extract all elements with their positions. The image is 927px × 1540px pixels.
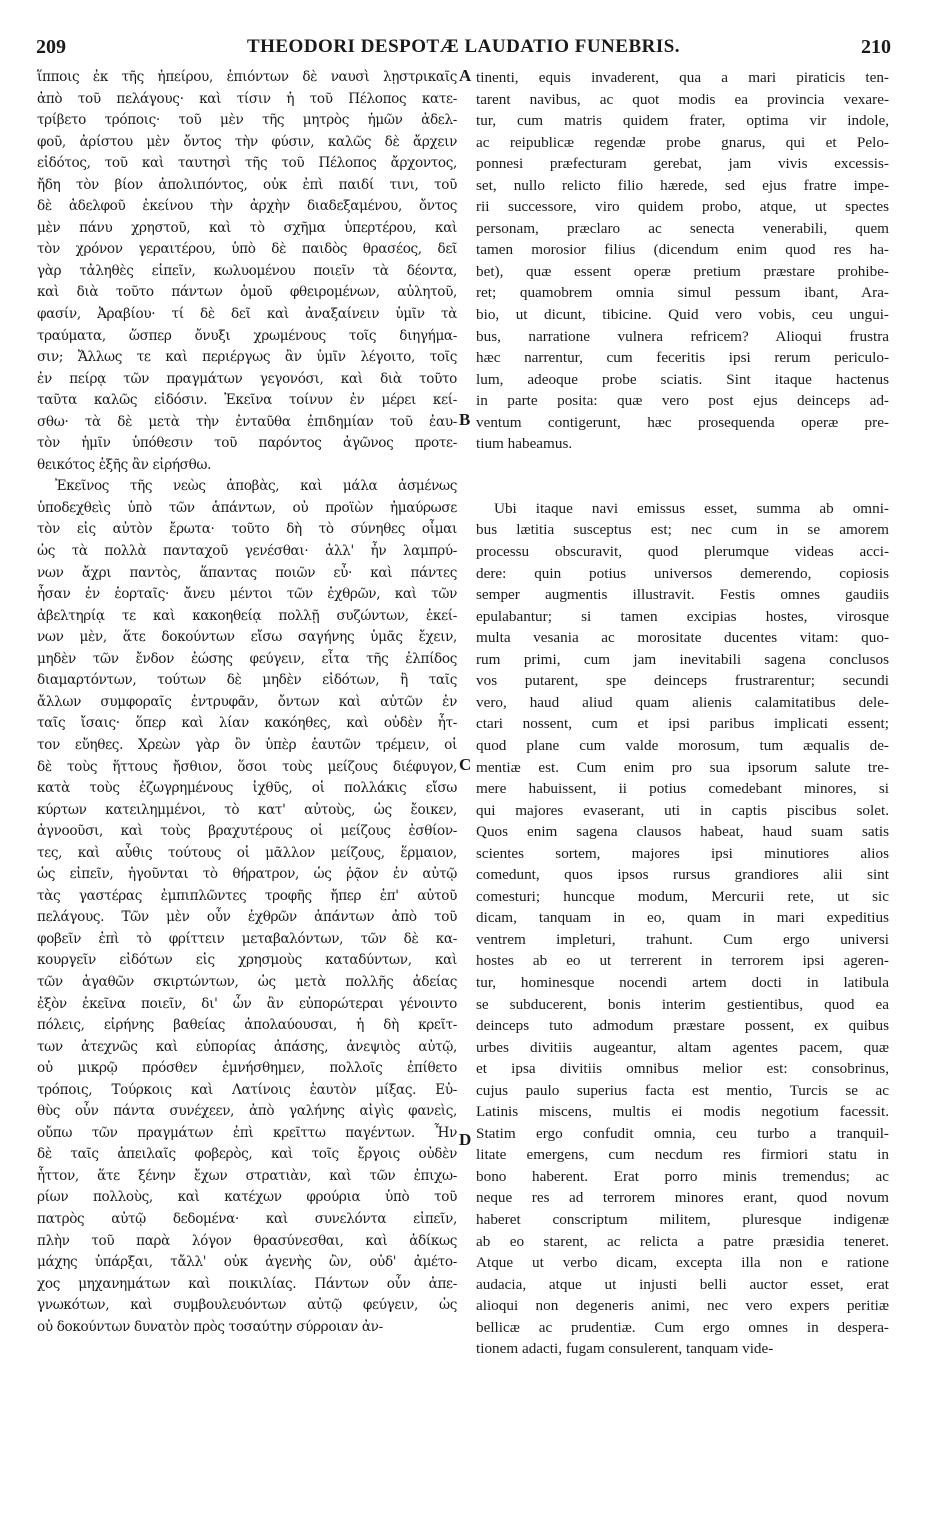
- greek-text-line: των ἀτεχνῶς καὶ εὐπορίας ἁπάσης, ἀνεψιὸς αὐτῷ,: [37, 1038, 457, 1055]
- latin-text-line: in parte posita: quæ vero post ejus deinceps ad-: [476, 392, 889, 410]
- latin-text-line: ac reipublicæ regendæ probe gnarus, qui et Pelo-: [476, 133, 889, 151]
- latin-text-column: [476, 67, 889, 1360]
- latin-text-line: Statim ergo confudit omnia, ceu turbo a tranquil-: [476, 1124, 889, 1142]
- greek-text-line: γνωκότων, καὶ συμβουλευόντων αὐτῷ φεύγειν, ὡς: [37, 1297, 457, 1314]
- latin-text-line: ponnesi præfecturam gerebat, jam vivis excessis-: [476, 155, 889, 173]
- latin-text-line: se subducerent, bonis interim gestientibus, quod ea: [476, 995, 889, 1013]
- greek-text-line: δὲ τοὺς ἥττους ἤσθιον, ὅσοι τοὺς μείζους διέφυγον,: [37, 758, 457, 775]
- latin-text-line: hostes ab eo ut terrerent in terrorem ipsi ageren-: [476, 952, 889, 970]
- margin-letter-b: B: [459, 410, 471, 429]
- greek-text-line: ὡς τὰ πολλὰ πανταχοῦ γενέσθαι· ἀλλ' ἦν λαμπρύ-: [37, 543, 457, 560]
- greek-text-line: πατρὸς αὐτῷ δεδομένα· καὶ συνελόντα εἰπεῖν,: [37, 1210, 457, 1227]
- greek-text-line: πελάγους. Τῶν μὲν οὖν ἐχθρῶν ἁπάντων ἀπὸ τοῦ: [37, 909, 457, 926]
- greek-text-line: ἵπποις ἐκ τῆς ἠπείρου, ἐπιόντων δὲ ναυσὶ λῃστρικαῖς: [37, 69, 457, 85]
- latin-text-line: [476, 455, 889, 477]
- latin-text-line: rum primi, cum jam inevitabili sagena conclusos: [476, 650, 889, 668]
- greek-text-line: τραύματα, ὥσπερ ὄνυξι χρωμένους τοῖς διηγήμα-: [37, 327, 457, 344]
- greek-text-line: δὲ ἀδελφοῦ ἐκείνου τὴν ἀρχὴν διαδεξαμένου, ὄντος: [37, 198, 457, 215]
- latin-text-line: et ipsa divitiis omnibus melior est: consobrinus,: [476, 1060, 889, 1078]
- greek-text-line: ἀγνοοῦσι, καὶ τοὺς βραχυτέρους οἱ μείζους ἐσθίον-: [37, 823, 457, 840]
- latin-text-line: tur, cum matris quidem frater, optima vir indole,: [476, 112, 889, 130]
- greek-text-line: σιν; Ἄλλως τε καὶ περιέργως ἂν ὑμῖν λέγοιτο, τοῖς: [37, 349, 457, 366]
- latin-text-line: tarent navibus, ac quot modis ea provincia vexare-: [476, 90, 889, 108]
- latin-text-line: bus lætitia susceptus est; nec cum in se amorem: [476, 521, 889, 539]
- latin-text-line: ctari nossent, cum et ipsi paribus implicati essent;: [476, 715, 889, 733]
- latin-text-line: scientes sortem, majores ipsi minutiores alios: [476, 844, 889, 862]
- latin-text-line: mere habuissent, ii potius comedebant minores, si: [476, 780, 889, 798]
- greek-text-line: ἤδη τὸν βίον ἀπολιπόντος, οὐκ ἐπὶ παιδί τινι, τοῦ: [37, 176, 457, 193]
- greek-text-line: θὺς οὖν πάντα συνέχεεν, ἀπὸ γαλήνης αἰγὶς φανεὶς,: [37, 1103, 457, 1120]
- margin-letter-d: D: [459, 1130, 472, 1149]
- latin-text-line: bellicæ ac prudentiæ. Cum ergo omnes in despera-: [476, 1318, 889, 1336]
- greek-text-line: πόλεις, εἰρήνης βαθείας ἀπολαύουσαι, ἡ δὴ κρεῖτ-: [37, 1017, 457, 1034]
- greek-text-line: γὰρ τἀληθὲς εἰπεῖν, κωλυομένου ποιεῖν τὰ δέοντα,: [37, 262, 457, 279]
- latin-text-line: ventrem impleturi, trahunt. Cum ergo universi: [476, 930, 889, 948]
- latin-text-line: deinceps tuto admodum præstare possent, ex quibus: [476, 1017, 889, 1035]
- greek-text-line: ταῖς ἴσαις· ὅπερ καὶ λίαν κακόηθες, καὶ οὐδὲν ἧτ-: [37, 715, 457, 732]
- latin-text-line: hæc narrentur, cum feceritis ipsi rerum periculo-: [476, 349, 889, 367]
- greek-text-line: κύρτων κατειλημμένοι, τὸ κατ' αὐτοὺς, ὡς ἔοικεν,: [37, 801, 457, 818]
- greek-text-line: τὰς γαστέρας ἐμπιπλῶντες τροφῆς ἤπερ ἐπ' αὐτοῦ: [37, 887, 457, 904]
- latin-text-line: set, nullo relicto filio hærede, sed ejus fratre impe-: [476, 176, 889, 194]
- right-page-number: 210: [861, 36, 891, 58]
- latin-text-line: [476, 476, 889, 498]
- greek-text-line: τὸν χρόνον γεραιτέρου, ὑπὸ δὲ παιδὸς θρασέος, δεῖ: [37, 241, 457, 258]
- greek-text-line: δὲ ταῖς ἀπειλαῖς φοβερὸς, καὶ τοῖς ἔργοις οὐδὲν: [37, 1146, 457, 1163]
- latin-text-line: comesturi; huncque modum, Mercurii rete, ut sic: [476, 887, 889, 905]
- latin-text-line: lum, adeoque probe sciatis. Sint itaque hactenus: [476, 370, 889, 388]
- latin-text-line: Latinis miscens, multis ei modis negotium facessit.: [476, 1103, 889, 1121]
- left-page-number: 209: [36, 36, 66, 58]
- greek-text-line: οὐ δοκούντων δυνατὸν πρὸς τοσαύτην σύρροιαν ἀν-: [37, 1318, 383, 1335]
- greek-text-line: τὸν εἰς αὐτὸν ἔρωτα· τοῦτο δὴ τὸ σύνηθες οἶμαι: [37, 521, 457, 538]
- greek-text-line: τῶν ἀγαθῶν σκιρτώντων, ὡς μετὰ πολλῆς ἀδείας: [37, 973, 457, 990]
- latin-text-line: comedunt, quos ipsos rursus grandiores alii sint: [476, 866, 889, 884]
- greek-text-line: οὐ μικρῷ πρόσθεν ἐμνήσθημεν, πολλοῖς ἐπίθετο: [37, 1060, 457, 1077]
- latin-text-line: Ubi itaque navi emissus esset, summa ab omni-: [494, 499, 889, 517]
- greek-text-line: ἀβελτηρίᾳ τε καὶ κακοηθείᾳ πολλῇ συζώντων, ἐκεί-: [37, 607, 457, 624]
- greek-text-line: διαμαρτόντων, τούτων δὲ μηδὲν εἰδότων, ἢ ταῖς: [37, 672, 457, 689]
- greek-text-line: φασίν, Ἀραβίου· τί δὲ δεῖ καὶ ἀναξαίνειν ὑμῖν τὰ: [37, 306, 457, 323]
- latin-text-line: rii successore, viro quidem probo, atque, ut spectes: [476, 198, 889, 216]
- greek-text-line: ἐν πείρᾳ τῶν πραγμάτων γεγονόσι, καὶ διὰ τοῦτο: [37, 370, 457, 387]
- latin-text-line: tium habeamus.: [476, 435, 573, 453]
- latin-text-line: mentiæ est. Cum enim pro sua ipsorum salute tre-: [476, 758, 889, 776]
- latin-text-line: quod plane cum valde morosum, tum æqualis de-: [476, 736, 889, 754]
- latin-text-line: ret; quamobrem omnia simul pessum ibant, Ara-: [476, 284, 889, 302]
- greek-text-line: κατὰ τοὺς ἐζωγρημένους ἰχθῦς, οἱ πολλάκις εἴσω: [37, 780, 457, 797]
- latin-text-line: tinenti, equis invaderent, qua a mari piraticis ten-: [476, 69, 889, 86]
- latin-text-line: vos putarent, spe deinceps frustrarentur; secundi: [476, 672, 889, 690]
- greek-text-line: ἐξὸν ἐκεῖνα ποιεῖν, δι' ὧν ἂν εὐπορώτεραι γένοιντο: [37, 995, 457, 1012]
- latin-text-line: tur, hominesque nocendi artem docti in latibula: [476, 973, 889, 991]
- greek-text-line: χος μηχανημάτων καὶ ποικιλίας. Πάντων οὖν ἀπε-: [37, 1275, 457, 1292]
- greek-text-line: ὡς εἰπεῖν, ἡγοῦνται τὸ θήρατρον, ὡς ῥᾷον ἐν αὐτῷ: [37, 866, 457, 883]
- greek-text-line: Ἐκεῖνος τῆς νεὼς ἀποβὰς, καὶ μάλα ἀσμένως: [55, 478, 457, 495]
- latin-text-line: ventum contigerunt, hæc prosequenda operæ pre-: [476, 413, 889, 431]
- latin-text-line: litate emergens, cum necdum res firmiori statu in: [476, 1146, 889, 1164]
- latin-text-line: tamen morosior filius (dicendum enim quod res ha-: [476, 241, 889, 259]
- greek-text-line: ἧττον, ἅτε ξένην ἔχων στρατιὰν, καὶ τῶν ἐπιχω-: [37, 1167, 457, 1184]
- margin-letter-c: C: [459, 755, 472, 774]
- latin-text-line: neque res ad terrorem minores erant, quod novum: [476, 1189, 889, 1207]
- latin-text-line: ab eo starent, ac relicta a patre præsidia teneret.: [476, 1232, 889, 1250]
- running-title: THEODORI DESPOTÆ LAUDATIO FUNEBRIS.: [246, 36, 681, 57]
- latin-text-line: multa vesania ac morositate ducentes vitam: quo-: [476, 629, 889, 647]
- running-header: [36, 36, 891, 60]
- latin-text-line: tionem adacti, fugam consulerent, tanquam vide-: [476, 1340, 774, 1358]
- latin-text-line: alioqui non degeneris animi, nec vero expers peritiæ: [476, 1297, 889, 1315]
- latin-text-line: epulabantur; si tamen excipias hostes, virosque: [476, 607, 889, 625]
- latin-text-line: urbes divitiis augeantur, altam agentes pacem, quæ: [476, 1038, 889, 1056]
- greek-text-column: [37, 67, 457, 1338]
- latin-text-line: Quos enim sagena clausos habeat, haud suam satis: [476, 823, 889, 841]
- greek-text-line: ὑποδεχθεὶς ὑπὸ τῶν ἁπάντων, οὐ προϊὼν ἠμαύρωσε: [37, 499, 457, 516]
- greek-text-line: νων ἄχρι παντὸς, ἅπαντας ποιῶν εὖ· καὶ πάντες: [37, 564, 457, 581]
- greek-text-line: θεικότος ἑξῆς ἂν εἰρήσθω.: [37, 456, 212, 473]
- latin-text-line: bus, narratione vulnera refricem? Alioqui frustra: [476, 327, 889, 345]
- latin-text-line: Atque ut verbo dicam, excepta illa non e ratione: [476, 1254, 889, 1272]
- latin-text-line: semper augmentis illustravit. Festis omnes gaudiis: [476, 586, 889, 604]
- greek-text-line: νων μὲν, ἅτε δοκούντων εἴσω σαγήνης ὑμᾶς ἔχειν,: [37, 629, 457, 646]
- greek-text-line: ἀπὸ τοῦ πελάγους· καὶ τίσιν ἡ τοῦ Πέλοπος κατε-: [37, 90, 457, 107]
- greek-text-line: εἰδότος, τοῦ καὶ ταυτησὶ τῆς τοῦ Πέλοπος ἄρχοντος,: [37, 155, 457, 172]
- greek-text-line: τὸν ἡμῖν ὑπόθεσιν τοῦ παρόντος ἀγῶνος προτε-: [37, 435, 457, 452]
- greek-text-line: τον εὔηθες. Χρεὼν γὰρ ὂν ὑπὲρ ἑαυτῶν τρέμειν, οἱ: [37, 736, 457, 753]
- greek-text-line: τες, καὶ αὖθις τούτους οἱ μᾶλλον μείζους, ἕρμαιον,: [37, 844, 457, 861]
- greek-text-line: κουργεῖν εἰδότων εἰς χρησμοὺς καταδύντων, καὶ: [37, 952, 457, 969]
- latin-text-line: processu obscuravit, quod plerumque videas acci-: [476, 543, 889, 561]
- greek-text-line: ἦσαν ἐν ἑορταῖς· ἄνευ μέντοι τῶν ἐχθρῶν, καὶ τῶν: [37, 586, 457, 603]
- greek-text-line: ρίων πολλοὺς, καὶ κατέχων φρούρια ὑπὸ τοῦ: [37, 1189, 457, 1206]
- latin-text-line: vero, haud aliud quam alienis calamitatibus dele-: [476, 693, 889, 711]
- greek-text-line: τρίβετο τρόποις· τοῦ μὲν τῆς μητρὸς ἡμῶν ἀδελ-: [37, 112, 457, 129]
- latin-text-line: bono haberent. Erat porro minis tremendus; ac: [476, 1167, 889, 1185]
- latin-text-line: dere: quin potius universos demerendo, copiosis: [476, 564, 889, 582]
- greek-text-line: μὲν πάνυ χρηστοῦ, καὶ τὸ σχῆμα ὑπερτέρου, καὶ: [37, 219, 457, 236]
- greek-text-line: ταῦτα καλῶς εἰδόσιν. Ἐκεῖνα τοίνυν ἐν μέρει κεί-: [37, 392, 457, 409]
- latin-text-line: dicam, tanquam in eo, quam in mari expeditius: [476, 909, 889, 927]
- latin-text-line: haberet conscriptum militem, pluresque indigenæ: [476, 1210, 889, 1228]
- greek-text-line: σθω· τὰ δὲ μετὰ τὴν ἐνταῦθα ἐπιδημίαν τοῦ ἐαυ-: [37, 413, 457, 430]
- margin-letter-a: A: [459, 66, 472, 85]
- latin-text-line: personam, præclaro ac senecta venerabili, quem: [476, 219, 889, 237]
- latin-text-line: cujus paulo superius facta est mentio, Turcis se ac: [476, 1081, 889, 1099]
- latin-text-line: bet), quæ essent operæ pretium præstare prohibe-: [476, 262, 889, 280]
- greek-text-line: μάχης ὑπάρξαι, τἄλλ' οὐκ ἀγενὴς ὢν, οὐδ' ἀμέτο-: [37, 1254, 457, 1271]
- greek-text-line: τρόποις, Τούρκοις καὶ Λατίνοις ἑαυτὸν μίξας. Εὐ-: [37, 1081, 457, 1098]
- greek-text-line: φοβεῖν ἐπὶ τὸ φρίττειν μεταβαλόντων, τῶν δὲ κα-: [37, 930, 457, 947]
- greek-text-line: φοῦ, ἀρίστου μὲν ὄντος τὴν φύσιν, καλῶς δὲ ἄρχειν: [37, 133, 457, 150]
- greek-text-line: οὔπω τῶν πραγμάτων ἐπὶ κρεῖττω παγέντων. Ἦν: [37, 1124, 457, 1141]
- greek-text-line: μηδὲν τῶν ἔνδον ἐώσης φεύγειν, εἶτα τῆς ἐλπίδος: [37, 650, 457, 667]
- greek-text-line: πλὴν τοῦ παρὰ λόγον θρασύνεσθαι, καὶ ἀδίκως: [37, 1232, 457, 1249]
- latin-text-line: audacia, atque ut injusti belli auctor esset, erat: [476, 1275, 889, 1293]
- greek-text-line: καὶ διὰ τοῦτο πάντων ὁμοῦ φθειρομένων, αὐλητοῦ,: [37, 284, 457, 301]
- latin-text-line: qui majores evaserant, uti in captis piscibus solet.: [476, 801, 889, 819]
- latin-text-line: bio, ut dicunt, tibicine. Quid vero vobis, ceu ungui-: [476, 306, 889, 324]
- greek-text-line: ἄλλων συμφοραῖς ἐντρυφᾶν, ὄντων καὶ αὐτῶν ἐν: [37, 693, 457, 710]
